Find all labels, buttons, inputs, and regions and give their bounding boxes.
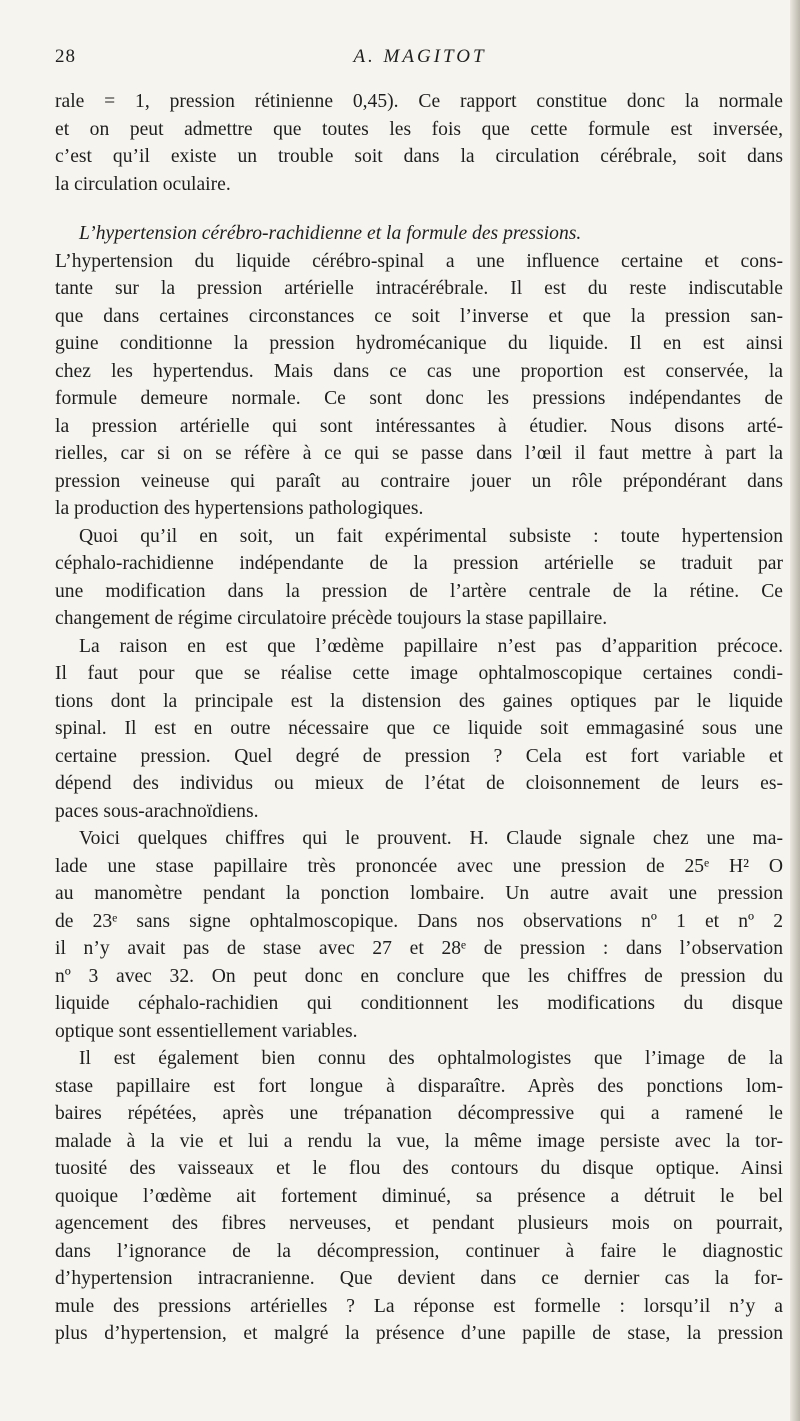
text-line: baires répétées, après une trépanation décompressive qui a ramené le xyxy=(55,1103,783,1124)
text-line: liquide céphalo-rachidien qui conditionnent les modifications du disque xyxy=(55,993,783,1014)
text-line: guine conditionne la pression hydromécanique du liquide. Il en est ainsi xyxy=(55,333,783,354)
text-line: lade une stase papillaire très prononcée avec une pression de 25ᵉ H² O xyxy=(55,855,783,877)
text-line: tuosité des vaisseaux et le flou des contours du disque optique. Ainsi xyxy=(55,1158,783,1179)
text-line: agencement des fibres nerveuses, et pendant plusieurs mois on pourrait, xyxy=(55,1213,783,1234)
text-line: stase papillaire est fort longue à disparaître. Après des ponctions lom- xyxy=(55,1075,783,1097)
text-line: la pression artérielle qui sont intéressantes à étudier. Nous disons arté- xyxy=(55,415,783,437)
text-line: nº 3 avec 32. On peut donc en conclure que les chiffres de pression du xyxy=(55,965,783,987)
text-line: d’hypertension intracranienne. Que devient dans ce dernier cas la for- xyxy=(55,1268,783,1289)
text-line: Quoi qu’il en soit, un fait expérimental subsiste : toute hypertension xyxy=(79,525,783,547)
page-number: 28 xyxy=(55,46,76,67)
text-line: formule demeure normale. Ce sont donc les pressions indépendantes de xyxy=(55,388,783,409)
section-gap xyxy=(55,198,783,220)
text-line: paces sous-arachnoïdiens. xyxy=(55,800,259,822)
text-line: dépend des individus ou mieux de l’état de cloisonnement de leurs es- xyxy=(55,773,783,794)
text-line: de 23ᵉ sans signe ophtalmoscopique. Dans nos observations nº 1 et nº 2 xyxy=(55,910,783,932)
body-text xyxy=(55,88,783,1348)
text-line: chez les hypertendus. Mais dans ce cas une proportion est conservée, la xyxy=(55,360,783,382)
text-line: la production des hypertensions pathologiques. xyxy=(55,498,424,519)
text-line: rielles, car si on se réfère à ce qui se passe dans l’œil il faut mettre à part la xyxy=(55,443,783,464)
text-line: mule des pressions artérielles ? La réponse est formelle : lorsqu’il n’y a xyxy=(55,1295,783,1317)
text-line: certaine pression. Quel degré de pression ? Cela est fort variable et xyxy=(55,745,783,767)
text-line: tante sur la pression artérielle intracérébrale. Il est du reste indiscutable xyxy=(55,278,783,299)
text-line: changement de régime circulatoire précède toujours la stase papillaire. xyxy=(55,608,608,629)
text-line: L’hypertension du liquide cérébro-spinal a une influence certaine et cons- xyxy=(55,250,783,272)
section-heading: L’hypertension cérébro-rachidienne et la formule des pressions. xyxy=(79,223,582,244)
text-line: Il est également bien connu des ophtalmologistes que l’image de la xyxy=(79,1048,783,1069)
text-line: La raison en est que l’œdème papillaire n’est pas d’apparition précoce. xyxy=(79,635,783,657)
text-line: c’est qu’il existe un trouble soit dans la circulation cérébrale, soit dans xyxy=(55,146,783,167)
page-edge-shadow xyxy=(790,0,800,1421)
text-line: spinal. Il est en outre nécessaire que ce liquide soit emmagasiné sous une xyxy=(55,718,783,739)
text-line: optique sont essentiellement variables. xyxy=(55,1020,358,1042)
text-line: il n’y avait pas de stase avec 27 et 28ᵉ de pression : dans l’observation xyxy=(55,938,783,959)
text-line: Voici quelques chiffres qui le prouvent. H. Claude signale chez une ma- xyxy=(79,828,783,849)
text-line: Il faut pour que se réalise cette image ophtalmoscopique certaines condi- xyxy=(55,663,783,684)
text-line: dans l’ignorance de la décompression, continuer à faire le diagnostic xyxy=(55,1240,783,1262)
text-line: une modification dans la pression de l’artère centrale de la rétine. Ce xyxy=(55,580,783,602)
text-line: tions dont la principale est la distension des gaines optiques par le liquide xyxy=(55,690,783,712)
page-header xyxy=(55,46,785,76)
text-line: que dans certaines circonstances ce soit l’inverse et que la pression san- xyxy=(55,305,783,327)
running-title: A. MAGITOT xyxy=(353,46,487,67)
text-line: céphalo-rachidienne indépendante de la pression artérielle se traduit par xyxy=(55,553,783,574)
text-line: au manomètre pendant la ponction lombaire. Un autre avait une pression xyxy=(55,883,783,904)
text-line: malade à la vie et lui a rendu la vue, la même image persiste avec la tor- xyxy=(55,1130,783,1152)
text-line: quoique l’œdème ait fortement diminué, sa présence a détruit le bel xyxy=(55,1185,783,1207)
text-line: et on peut admettre que toutes les fois que cette formule est inversée, xyxy=(55,118,783,140)
text-line: plus d’hypertension, et malgré la présence d’une papille de stase, la pression xyxy=(55,1323,783,1344)
text-line: la circulation oculaire. xyxy=(55,173,231,195)
text-line: pression veineuse qui paraît au contraire jouer un rôle prépondérant dans xyxy=(55,470,783,492)
text-line: rale = 1, pression rétinienne 0,45). Ce rapport constitue donc la normale xyxy=(55,91,783,112)
